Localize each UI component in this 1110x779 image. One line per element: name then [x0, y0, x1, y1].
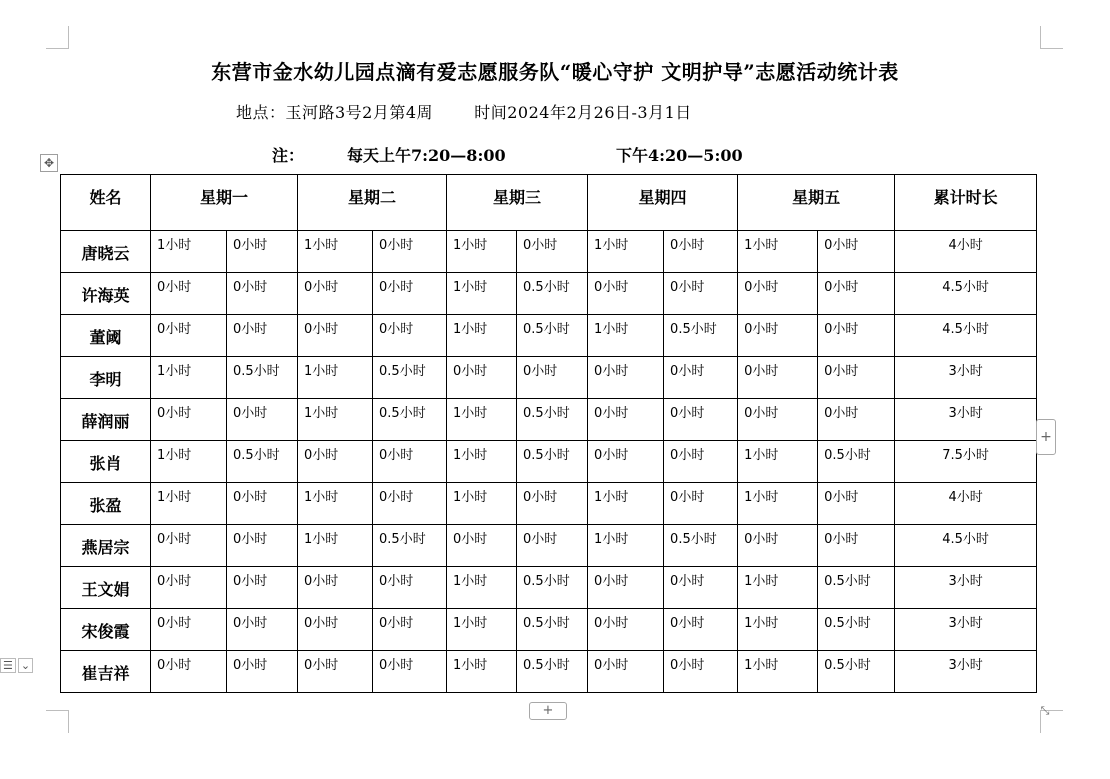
hours-cell: 0小时 [818, 231, 895, 273]
hours-cell: 1小时 [298, 231, 373, 273]
hours-cell: 0.5小时 [664, 525, 738, 567]
header-name: 姓名 [61, 175, 151, 231]
hours-cell: 0小时 [818, 483, 895, 525]
hours-cell: 0小时 [738, 357, 818, 399]
table-row [61, 441, 1037, 483]
hours-cell: 0.5小时 [227, 357, 298, 399]
hours-cell: 0小时 [151, 525, 227, 567]
hours-cell: 1小时 [738, 609, 818, 651]
volunteer-name: 许海英 [61, 273, 151, 315]
chevron-down-icon: ⌄ [18, 658, 33, 673]
hours-cell: 1小时 [447, 609, 517, 651]
hours-cell: 0小时 [517, 231, 588, 273]
hours-cell: 0.5小时 [373, 525, 447, 567]
hours-cell: 0小时 [588, 399, 664, 441]
hours-cell: 0小时 [298, 273, 373, 315]
hours-cell: 0.5小时 [818, 651, 895, 693]
hours-cell: 0小时 [738, 315, 818, 357]
hours-cell: 0.5小时 [373, 399, 447, 441]
hours-cell: 1小时 [447, 483, 517, 525]
hours-cell: 1小时 [738, 441, 818, 483]
hours-cell: 0小时 [588, 441, 664, 483]
table-row [61, 483, 1037, 525]
hours-cell: 0.5小时 [517, 651, 588, 693]
hours-cell: 0小时 [588, 567, 664, 609]
total-hours-cell: 7.5小时 [895, 441, 1037, 483]
volunteer-name: 燕居宗 [61, 525, 151, 567]
volunteer-name: 李明 [61, 357, 151, 399]
total-hours-cell: 4.5小时 [895, 315, 1037, 357]
header-row [61, 175, 1037, 231]
note-label: 注： [272, 146, 305, 165]
volunteer-name: 薛润丽 [61, 399, 151, 441]
hours-cell: 0小时 [373, 231, 447, 273]
hours-cell: 0小时 [664, 441, 738, 483]
hours-cell: 0小时 [373, 651, 447, 693]
document-title: 东营市金水幼儿园点滴有爱志愿服务队“暖心守护 文明护导”志愿活动统计表 [211, 60, 899, 84]
hours-cell: 0小时 [298, 441, 373, 483]
crop-mark-top-right [1040, 26, 1063, 49]
hours-cell: 0小时 [298, 567, 373, 609]
plus-icon: + [1040, 429, 1052, 445]
hours-cell: 0.5小时 [664, 315, 738, 357]
hours-cell: 0小时 [227, 525, 298, 567]
hours-cell: 0小时 [738, 399, 818, 441]
hours-cell: 0小时 [738, 525, 818, 567]
hours-cell: 0小时 [818, 273, 895, 315]
total-hours-cell: 4小时 [895, 231, 1037, 273]
info-line [236, 100, 692, 123]
total-hours-cell: 3小时 [895, 567, 1037, 609]
hours-cell: 0小时 [664, 651, 738, 693]
volunteer-name: 张肖 [61, 441, 151, 483]
move-arrows-icon[interactable]: ✥ [40, 154, 58, 172]
hours-cell: 0小时 [664, 483, 738, 525]
hours-cell: 0小时 [227, 483, 298, 525]
hours-cell: 0.5小时 [818, 567, 895, 609]
hours-cell: 0.5小时 [517, 441, 588, 483]
hours-cell: 1小时 [738, 651, 818, 693]
table-row [61, 357, 1037, 399]
hours-cell: 0小时 [664, 273, 738, 315]
hours-cell: 0小时 [738, 273, 818, 315]
hours-cell: 0小时 [664, 609, 738, 651]
hours-cell: 0小时 [227, 567, 298, 609]
hours-cell: 0小时 [818, 315, 895, 357]
time-text: 时间2024年2月26日-3月1日 [474, 103, 692, 122]
hours-cell: 0.5小时 [517, 399, 588, 441]
hours-cell: 0小时 [373, 315, 447, 357]
hours-cell: 1小时 [447, 273, 517, 315]
hours-cell: 0小时 [517, 525, 588, 567]
hours-cell: 1小时 [447, 441, 517, 483]
hours-cell: 1小时 [447, 399, 517, 441]
volunteer-name: 张盈 [61, 483, 151, 525]
hours-cell: 0小时 [447, 525, 517, 567]
hours-cell: 1小时 [588, 231, 664, 273]
hours-cell: 0.5小时 [517, 315, 588, 357]
header-thursday: 星期四 [588, 175, 738, 231]
hours-cell: 0.5小时 [517, 273, 588, 315]
table-row [61, 609, 1037, 651]
hours-cell: 0小时 [227, 273, 298, 315]
header-total: 累计时长 [895, 175, 1037, 231]
hours-cell: 0小时 [664, 399, 738, 441]
hours-cell: 1小时 [588, 315, 664, 357]
hours-cell: 1小时 [738, 567, 818, 609]
hours-cell: 0.5小时 [517, 567, 588, 609]
hours-cell: 0.5小时 [818, 609, 895, 651]
hours-cell: 1小时 [298, 483, 373, 525]
hours-cell: 0小时 [517, 483, 588, 525]
table-row [61, 399, 1037, 441]
table-row [61, 315, 1037, 357]
total-hours-cell: 3小时 [895, 651, 1037, 693]
hours-cell: 1小时 [588, 483, 664, 525]
total-hours-cell: 3小时 [895, 357, 1037, 399]
table-body [61, 231, 1037, 693]
hours-cell: 0小时 [588, 357, 664, 399]
hours-cell: 1小时 [298, 525, 373, 567]
volunteer-name: 宋俊霞 [61, 609, 151, 651]
hours-cell: 0小时 [151, 651, 227, 693]
hours-cell: 0小时 [373, 441, 447, 483]
hours-cell: 0小时 [227, 651, 298, 693]
hours-cell: 0小时 [588, 273, 664, 315]
header-friday: 星期五 [738, 175, 895, 231]
hours-cell: 0小时 [151, 567, 227, 609]
hours-cell: 1小时 [447, 231, 517, 273]
hours-cell: 0小时 [227, 315, 298, 357]
header-wednesday: 星期三 [447, 175, 588, 231]
total-hours-cell: 4小时 [895, 483, 1037, 525]
hours-cell: 0小时 [373, 483, 447, 525]
hours-cell: 0小时 [227, 231, 298, 273]
hours-cell: 1小时 [447, 651, 517, 693]
plus-icon: + [542, 703, 554, 718]
hours-cell: 0.5小时 [818, 441, 895, 483]
crop-mark-top-left [46, 26, 69, 49]
volunteer-name: 唐晓云 [61, 231, 151, 273]
note-afternoon: 下午4:20—5:00 [616, 146, 743, 165]
hours-cell: 0小时 [151, 609, 227, 651]
add-column-button[interactable] [1036, 419, 1056, 455]
hours-cell: 0小时 [517, 357, 588, 399]
total-hours-cell: 3小时 [895, 609, 1037, 651]
hours-cell: 0小时 [298, 609, 373, 651]
hours-cell: 0.5小时 [227, 441, 298, 483]
hours-cell: 0小时 [227, 399, 298, 441]
hours-cell: 0小时 [588, 651, 664, 693]
table-row [61, 651, 1037, 693]
add-row-button[interactable] [529, 702, 567, 720]
total-hours-cell: 3小时 [895, 399, 1037, 441]
hours-cell: 0小时 [151, 273, 227, 315]
table-row [61, 273, 1037, 315]
volunteer-name: 董阈 [61, 315, 151, 357]
hours-cell: 1小时 [151, 441, 227, 483]
hours-cell: 0小时 [151, 399, 227, 441]
hours-cell: 0.5小时 [373, 357, 447, 399]
hours-cell: 0小时 [373, 273, 447, 315]
total-hours-cell: 4.5小时 [895, 273, 1037, 315]
hours-cell: 0小时 [818, 399, 895, 441]
resize-diagonal-icon[interactable]: ⤡ [1040, 704, 1050, 717]
header-monday: 星期一 [151, 175, 298, 231]
hours-cell: 0小时 [298, 315, 373, 357]
hours-cell: 0小时 [818, 357, 895, 399]
location-text: 地点：玉河路3号2月第4周 [236, 103, 434, 122]
hours-cell: 0小时 [447, 357, 517, 399]
hours-cell: 1小时 [151, 357, 227, 399]
hours-cell: 0小时 [373, 567, 447, 609]
side-tool[interactable] [0, 658, 35, 673]
hours-cell: 1小时 [151, 483, 227, 525]
hours-cell: 0小时 [151, 315, 227, 357]
hours-cell: 1小时 [738, 231, 818, 273]
table-row [61, 231, 1037, 273]
table-row [61, 567, 1037, 609]
hours-cell: 1小时 [447, 567, 517, 609]
hours-cell: 0小时 [298, 651, 373, 693]
hours-cell: 0小时 [373, 609, 447, 651]
hours-cell: 1小时 [588, 525, 664, 567]
hours-cell: 0小时 [227, 609, 298, 651]
table-row [61, 525, 1037, 567]
hours-cell: 1小时 [447, 315, 517, 357]
menu-icon: ☰ [0, 658, 16, 673]
hours-cell: 0小时 [664, 231, 738, 273]
crop-mark-bottom-left [46, 710, 69, 733]
hours-cell: 0.5小时 [517, 609, 588, 651]
hours-cell: 1小时 [738, 483, 818, 525]
hours-cell: 0小时 [818, 525, 895, 567]
header-tuesday: 星期二 [298, 175, 447, 231]
hours-cell: 1小时 [298, 357, 373, 399]
volunteer-stats-table [60, 174, 1037, 693]
hours-cell: 0小时 [664, 567, 738, 609]
hours-cell: 0小时 [664, 357, 738, 399]
hours-cell: 1小时 [151, 231, 227, 273]
total-hours-cell: 4.5小时 [895, 525, 1037, 567]
hours-cell: 1小时 [298, 399, 373, 441]
volunteer-name: 崔吉祥 [61, 651, 151, 693]
hours-cell: 0小时 [588, 609, 664, 651]
volunteer-name: 王文娟 [61, 567, 151, 609]
note-morning: 每天上午7:20—8:00 [347, 146, 506, 165]
